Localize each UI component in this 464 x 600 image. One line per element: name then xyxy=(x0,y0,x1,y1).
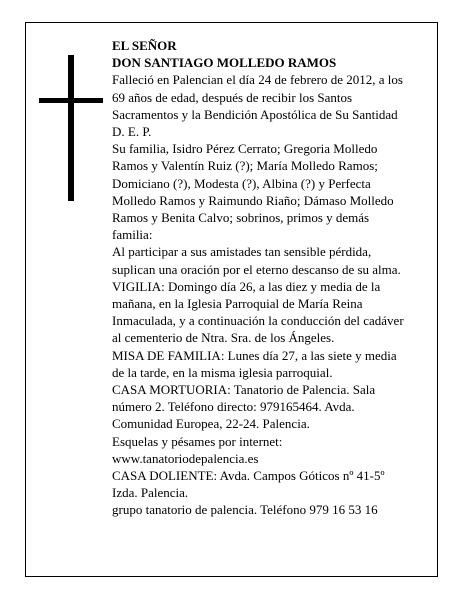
deceased-name: DON SANTIAGO MOLLEDO RAMOS xyxy=(112,55,337,71)
text-line: Molledo Ramos y Raimundo Riaño; Dámaso Molledo xyxy=(112,192,394,208)
cross-vertical-bar xyxy=(68,55,74,201)
text-line: Esquelas y pésames por internet: xyxy=(112,433,283,449)
heading-line: EL SEÑOR xyxy=(112,38,177,53)
text-line: familia: xyxy=(112,227,153,243)
obituary-notice xyxy=(25,22,438,577)
obituary-text xyxy=(112,37,428,519)
text-line: D. E. P. xyxy=(112,124,152,140)
text-line: al cementerio de Ntra. Sra. de los Ángeles. xyxy=(112,330,335,346)
text-line: CASA MORTUORIA: Tanatorio de Palencia. Sala xyxy=(112,382,376,398)
text-line: VIGILIA: Domingo día 26, a las diez y media de la xyxy=(112,278,381,294)
text-line: MISA DE FAMILIA: Lunes día 27, a las siete y media xyxy=(112,347,397,363)
text-line: Comunidad Europea, 22-24. Palencia. xyxy=(112,416,310,432)
text-line: www.tanatoriodepalencia.es xyxy=(112,450,259,466)
text-line: Sacramentos y la Bendición Apostólica de Su Santidad xyxy=(112,106,398,122)
text-line: Ramos y Benita Calvo; sobrinos, primos y demás xyxy=(112,210,370,226)
text-line: Domiciano (?), Modesta (?), Albina (?) y Perfecta xyxy=(112,175,371,191)
text-line: grupo tanatorio de palencia. Teléfono 979 16 53 16 xyxy=(112,502,378,518)
cross-horizontal-bar xyxy=(39,98,103,103)
text-line: Izda. Palencia. xyxy=(112,485,189,501)
text-line: Ramos y Valentín Ruiz (?); María Molledo Ramos; xyxy=(112,158,378,174)
text-line: suplican una oración por el eterno descanso de su alma. xyxy=(112,261,401,277)
text-line: Al participar a sus amistades tan sensible pérdida, xyxy=(112,244,372,260)
text-line: Inmaculada, y a continuación la conducción del cadáver xyxy=(112,313,404,329)
text-line: Falleció en Palencian el día 24 de febrero de 2012, a los xyxy=(112,72,403,88)
text-line: de la tarde, en la misma iglesia parroquial. xyxy=(112,364,333,380)
text-line: mañana, en la Iglesia Parroquial de María Reina xyxy=(112,296,363,312)
text-line: 69 años de edad, después de recibir los Santos xyxy=(112,89,353,105)
text-line: CASA DOLIENTE: Avda. Campos Góticos nº 41-5º xyxy=(112,468,385,484)
cross-icon xyxy=(39,55,103,201)
text-line: Su familia, Isidro Pérez Cerrato; Gregoria Molledo xyxy=(112,141,378,157)
text-line: número 2. Teléfono directo: 979165464. Avda. xyxy=(112,399,355,415)
